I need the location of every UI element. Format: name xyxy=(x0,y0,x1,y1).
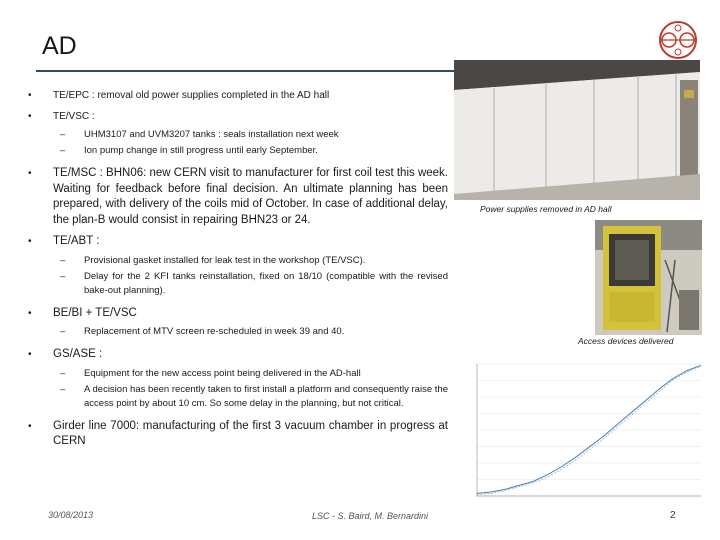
bullet-be-bi: • BE/BI + TE/VSC xyxy=(28,306,448,322)
photo-ad-hall-caption: Power supplies removed in AD hall xyxy=(480,204,612,214)
bullet-te-msc: • TE/MSC : BHN06: new CERN visit to manufacturer for first coil test this week. Waiting for feedback before final decision. An ultimate planning has been prepared, with delivery of the coils mid of October. In case of additional delay, the plan-B would consist in repairing BHN23 or 24. xyxy=(28,166,448,228)
te-vsc-subitems xyxy=(28,128,448,158)
photo-ad-hall xyxy=(454,60,700,200)
sub-item: – Provisional gasket installed for leak test in the workshop (TE/VSC). xyxy=(28,254,448,268)
photo-access-devices-caption: Access devices delivered xyxy=(578,336,674,346)
cern-logo-icon xyxy=(655,20,701,60)
photo-access-devices xyxy=(595,220,702,335)
bullet-gs-ase: • GS/ASE : xyxy=(28,347,448,363)
bullet-te-epc: • TE/EPC : removal old power supplies completed in the AD hall xyxy=(28,88,448,103)
sub-item: – Ion pump change in still progress until early September. xyxy=(28,144,448,158)
sub-item: – UHM3107 and UVM3207 tanks : seals installation next week xyxy=(28,128,448,142)
title-underline xyxy=(36,70,456,72)
gs-ase-subitems xyxy=(28,367,448,411)
sub-item: – A decision has been recently taken to first install a platform and consequently raise the access point by about 10 cm. So some delay in the planning, but not critical. xyxy=(28,383,448,411)
page-number: 2 xyxy=(670,510,676,521)
bullet-te-vsc: • TE/VSC : xyxy=(28,109,448,124)
slide-body xyxy=(28,88,448,456)
bullet-girder-line: • Girder line 7000: manufacturing of the first 3 vacuum chamber in progress at CERN xyxy=(28,419,448,450)
te-abt-subitems xyxy=(28,254,448,298)
progress-line-chart xyxy=(463,350,711,506)
footer-date: 30/08/2013 xyxy=(48,510,94,520)
footer-authors: LSC - S. Baird, M. Bernardini xyxy=(312,511,429,521)
sub-item: – Replacement of MTV screen re-scheduled in week 39 and 40. xyxy=(28,325,448,339)
sub-item: – Delay for the 2 KFI tanks reinstallation, fixed on 18/10 (compatible with the revised bake-out planning). xyxy=(28,270,448,298)
be-bi-subitems xyxy=(28,325,448,339)
slide-title: AD xyxy=(42,32,77,60)
sub-item: – Equipment for the new access point being delivered in the AD-hall xyxy=(28,367,448,381)
bullet-te-abt: • TE/ABT : xyxy=(28,234,448,250)
